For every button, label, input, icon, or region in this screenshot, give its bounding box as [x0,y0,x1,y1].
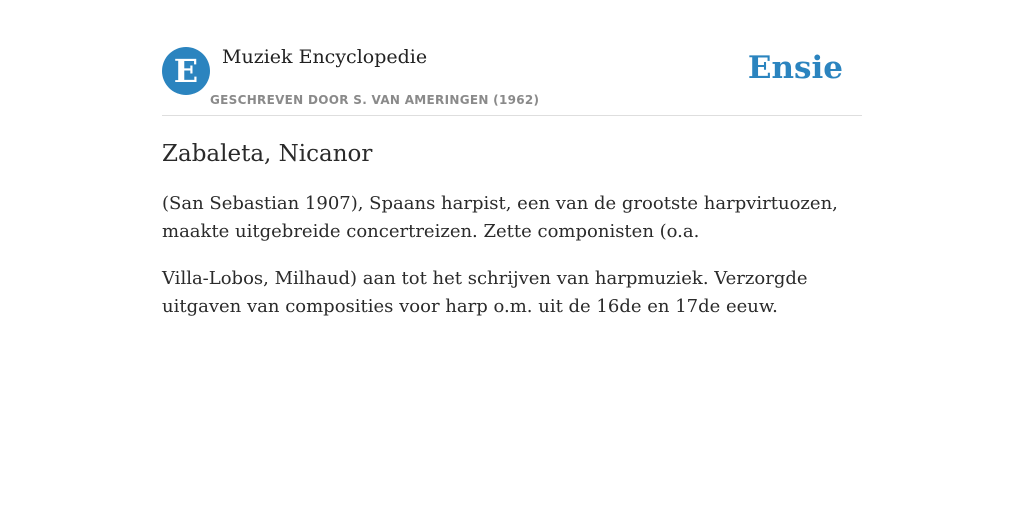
article-paragraph: Villa-Lobos, Milhaud) aan tot het schrijven van harpmuziek. Verzorgde uitgaven van composities voor harp o.m. uit de 16de en 17de eeuw. [162,268,808,317]
article-paragraph: (San Sebastian 1907), Spaans harpist, een van de grootste harpvirtuozen, maakte uitgebreide concertreizen. Zette componisten (o.a. [162,193,838,242]
header [162,44,862,116]
encyclopedia-title[interactable]: Muziek Encyclopedie [222,46,428,68]
article-title: Zabaleta, Nicanor [162,141,373,167]
author-line: GESCHREVEN DOOR S. VAN AMERINGEN (1962) [210,93,540,107]
ensie-brand-logo[interactable]: Ensie [747,50,843,86]
article [162,138,862,340]
encyclopedia-logo[interactable]: E [162,47,210,95]
